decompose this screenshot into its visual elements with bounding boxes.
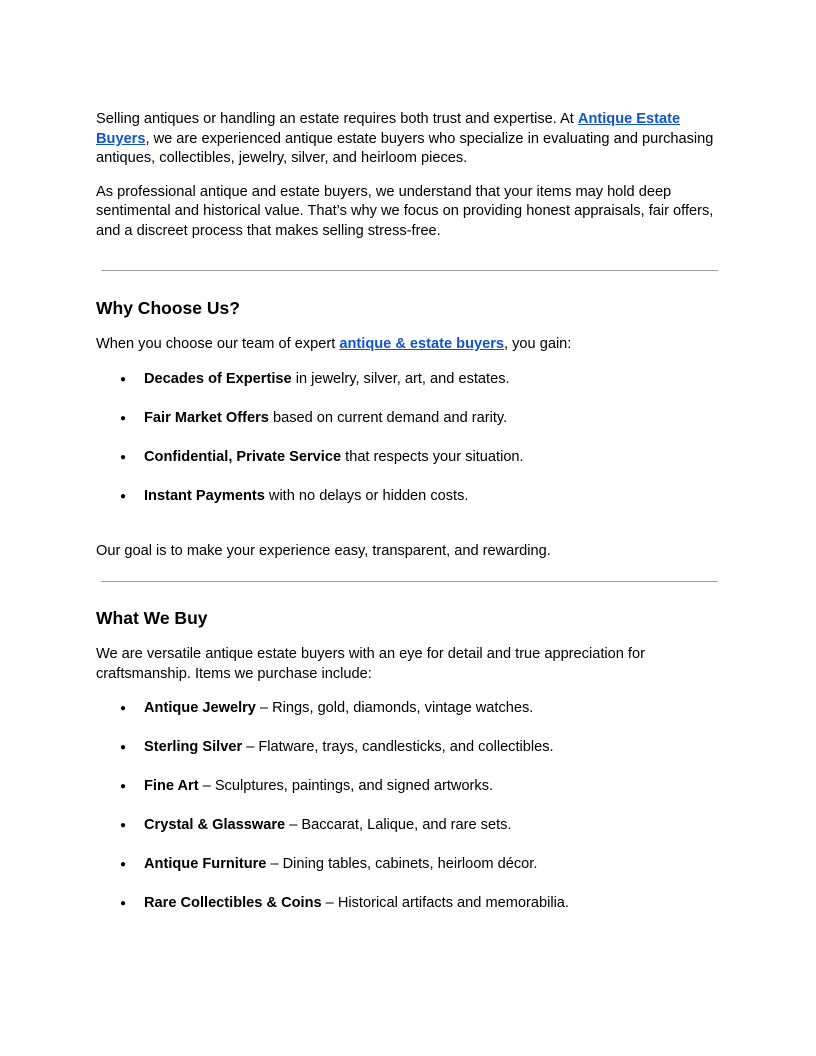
benefits-list	[96, 370, 720, 507]
why-choose-us-heading: Why Choose Us?	[96, 297, 240, 318]
document-page	[96, 110, 720, 914]
what-we-buy-heading: What We Buy	[96, 608, 208, 629]
why-lead-paragraph: When you choose our team of expert antique & estate buyers, you gain:	[96, 335, 572, 352]
list-item: ● Sterling Silver – Flatware, trays, candlesticks, and collectibles.	[96, 738, 720, 758]
list-item: ● Decades of Expertise in jewelry, silver, art, and estates.	[96, 370, 720, 390]
intro-paragraph-1: Selling antiques or handling an estate requires both trust and expertise. At Antique Estate Buyers, we are experienced antique estate buyers who specialize in evaluating and purchasing antiques, collectibles, jewelry, silver, and heirloom pieces.	[96, 111, 714, 167]
list-item: ● Fine Art – Sculptures, paintings, and signed artworks.	[96, 777, 720, 797]
list-item: ● Crystal & Glassware – Baccarat, Lalique, and rare sets.	[96, 816, 720, 836]
list-item: ● Instant Payments with no delays or hidden costs.	[96, 487, 720, 507]
antique-estate-buyers-inline-link[interactable]: antique & estate buyers	[339, 335, 505, 352]
intro-paragraph-2: As professional antique and estate buyers, we understand that your items may hold deep sentimental and historical value. That’s why we focus on providing honest appraisals, fair offers, and a discreet process that makes selling stress-free.	[96, 183, 714, 239]
list-item: ● Antique Jewelry – Rings, gold, diamonds, vintage watches.	[96, 699, 720, 719]
antique-estate-buyers-link[interactable]: Antique Estate Buyers	[96, 111, 681, 147]
goal-paragraph: Our goal is to make your experience easy, transparent, and rewarding.	[96, 542, 551, 559]
list-item: ● Antique Furniture – Dining tables, cabinets, heirloom décor.	[96, 855, 720, 875]
purchase-items-list	[96, 699, 720, 914]
buy-lead-paragraph: We are versatile antique estate buyers with an eye for detail and true appreciation for craftsmanship. Items we purchase include:	[96, 646, 645, 682]
list-item: ● Fair Market Offers based on current demand and rarity.	[96, 409, 720, 429]
list-item: ● Confidential, Private Service that respects your situation.	[96, 448, 720, 468]
list-item: ● Rare Collectibles & Coins – Historical artifacts and memorabilia.	[96, 894, 720, 914]
